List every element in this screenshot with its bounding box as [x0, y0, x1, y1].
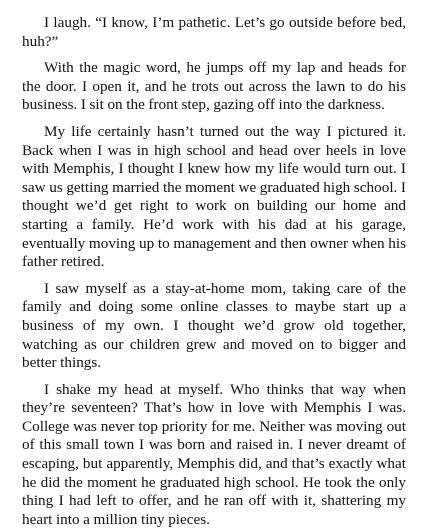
paragraph-1: I laugh. “I know, I’m pathetic. Let’s go outside before bed, huh?” [22, 14, 406, 50]
paragraph-4: I saw myself as a stay-at-home mom, taking care of the family and doing some online classes to maybe start up a business of my own. I thought we’d grow old together, watching as our children grew and moved on to bigger and better things. [22, 279, 406, 372]
paragraph-5: I shake my head at myself. Who thinks that way when they’re seventeen? That’s how in love with Memphis I was. College was never top priority for me. Neither was moving out of this small town I was born and raised in. I never dreamt of escaping, but apparently, Memphis did, and that’s exactly what he did the moment he graduated high school. He took the only thing I had left to offer, and he ran off with it, shattering my heart into a million tiny pieces. [22, 380, 406, 528]
paragraph-3: My life certainly hasn’t turned out the way I pictured it. Back when I was in high school and head over heels in love with Memphis, I thought I knew how my life would turn out. I saw us getting married the moment we graduated high school. I thought we’d get right to work on building our home and starting a family. He’d work with his dad at his garage, eventually moving up to management and then owner when his father retired. [22, 122, 406, 271]
paragraph-2: With the magic word, he jumps off my lap and heads for the door. I open it, and he trots out across the lawn to do his business. I sit on the front step, gazing off into the darkness. [22, 59, 406, 114]
